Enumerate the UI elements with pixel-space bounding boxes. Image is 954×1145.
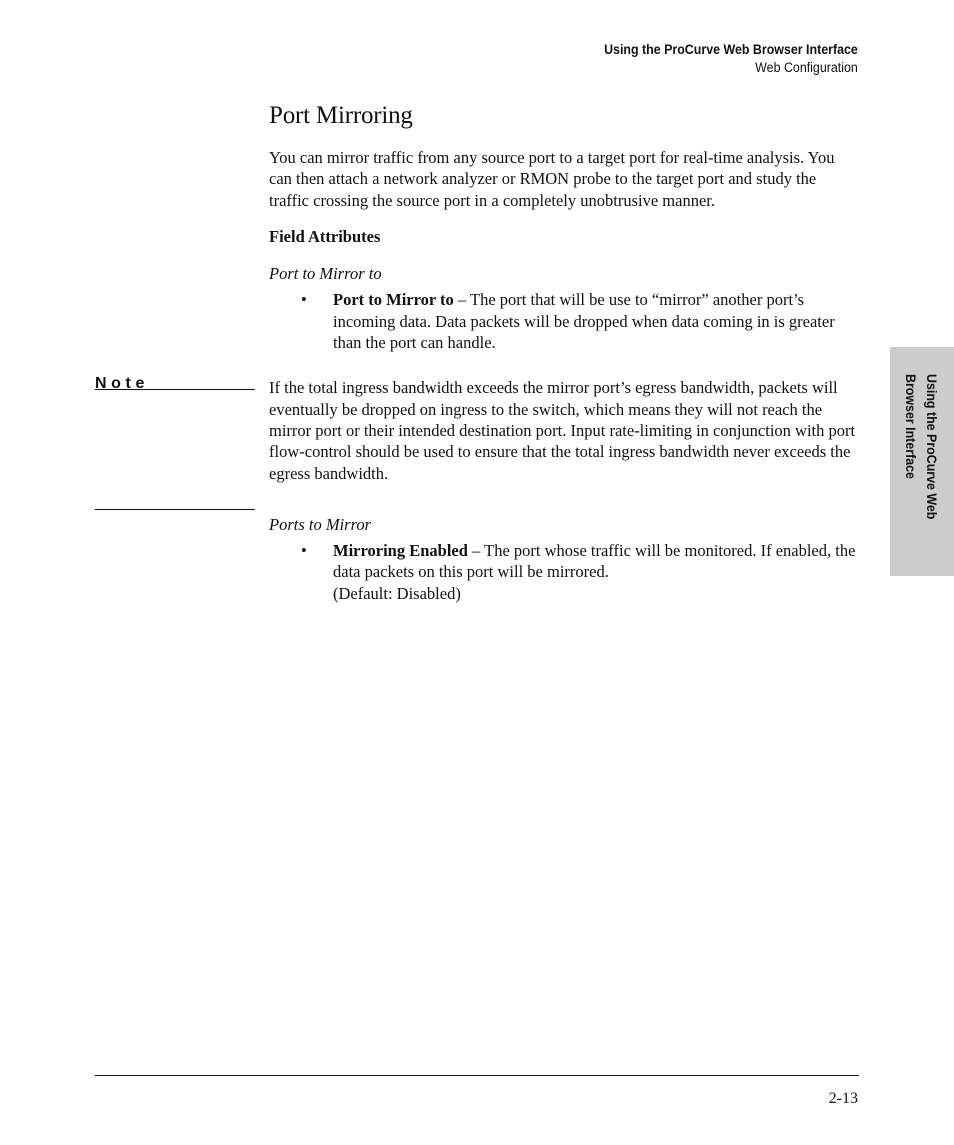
bullet-default: (Default: Disabled) [333,583,461,603]
page-number: 2-13 [828,1090,858,1107]
running-header-section: Web Configuration [755,60,858,75]
note-top-rule [95,389,255,390]
section-title: Port Mirroring [269,102,413,129]
side-tab-line-1: Using the ProCurve Web [924,374,939,520]
bullet-description: – The port that will be use to “mirror” another port’s incoming data. Data packets will be dropped when data coming in is greater than the port can handle. [333,290,835,353]
bullet-dot: • [301,290,307,310]
footer-rule [95,1075,859,1076]
running-header [604,41,858,77]
note-label: Note [95,375,149,393]
note-block [95,369,859,483]
bullet-term: Port to Mirror to [333,290,454,310]
note-text: If the total ingress bandwidth exceeds the mirror port’s egress bandwidth, packets will eventually be dropped on ingress to the switch, which means they will not reach the mirror port or their intended destination port. Input rate-limiting in conjunction with port flow-control should be used to ensure that the total ingress bandwidth never exceeds the egress bandwidth. [269,378,856,483]
field-attributes-heading: Field Attributes [269,226,381,246]
ports-to-mirror-bullet [269,540,859,604]
running-header-chapter: Using the ProCurve Web Browser Interface [604,42,858,57]
bullet-dot: • [301,541,307,561]
chapter-side-tab-label [900,374,942,519]
port-to-mirror-to-subheading: Port to Mirror to [269,264,382,284]
intro-paragraph: You can mirror traffic from any source port to a target port for real-time analysis. You can then attach a network analyzer or RMON probe to the target port and study the traffic crossing the source port in a completely unobtrusive manner. [269,148,835,210]
port-to-mirror-to-bullet [269,289,859,353]
main-content [95,100,859,604]
ports-to-mirror-subheading: Ports to Mirror [269,514,372,534]
note-bottom-rule [95,509,255,510]
bullet-description: – The port whose traffic will be monitored. If enabled, the data packets on this port will be mirrored. [333,541,856,582]
bullet-term: Mirroring Enabled [333,541,468,561]
side-tab-line-2: Browser Interface [903,374,918,479]
